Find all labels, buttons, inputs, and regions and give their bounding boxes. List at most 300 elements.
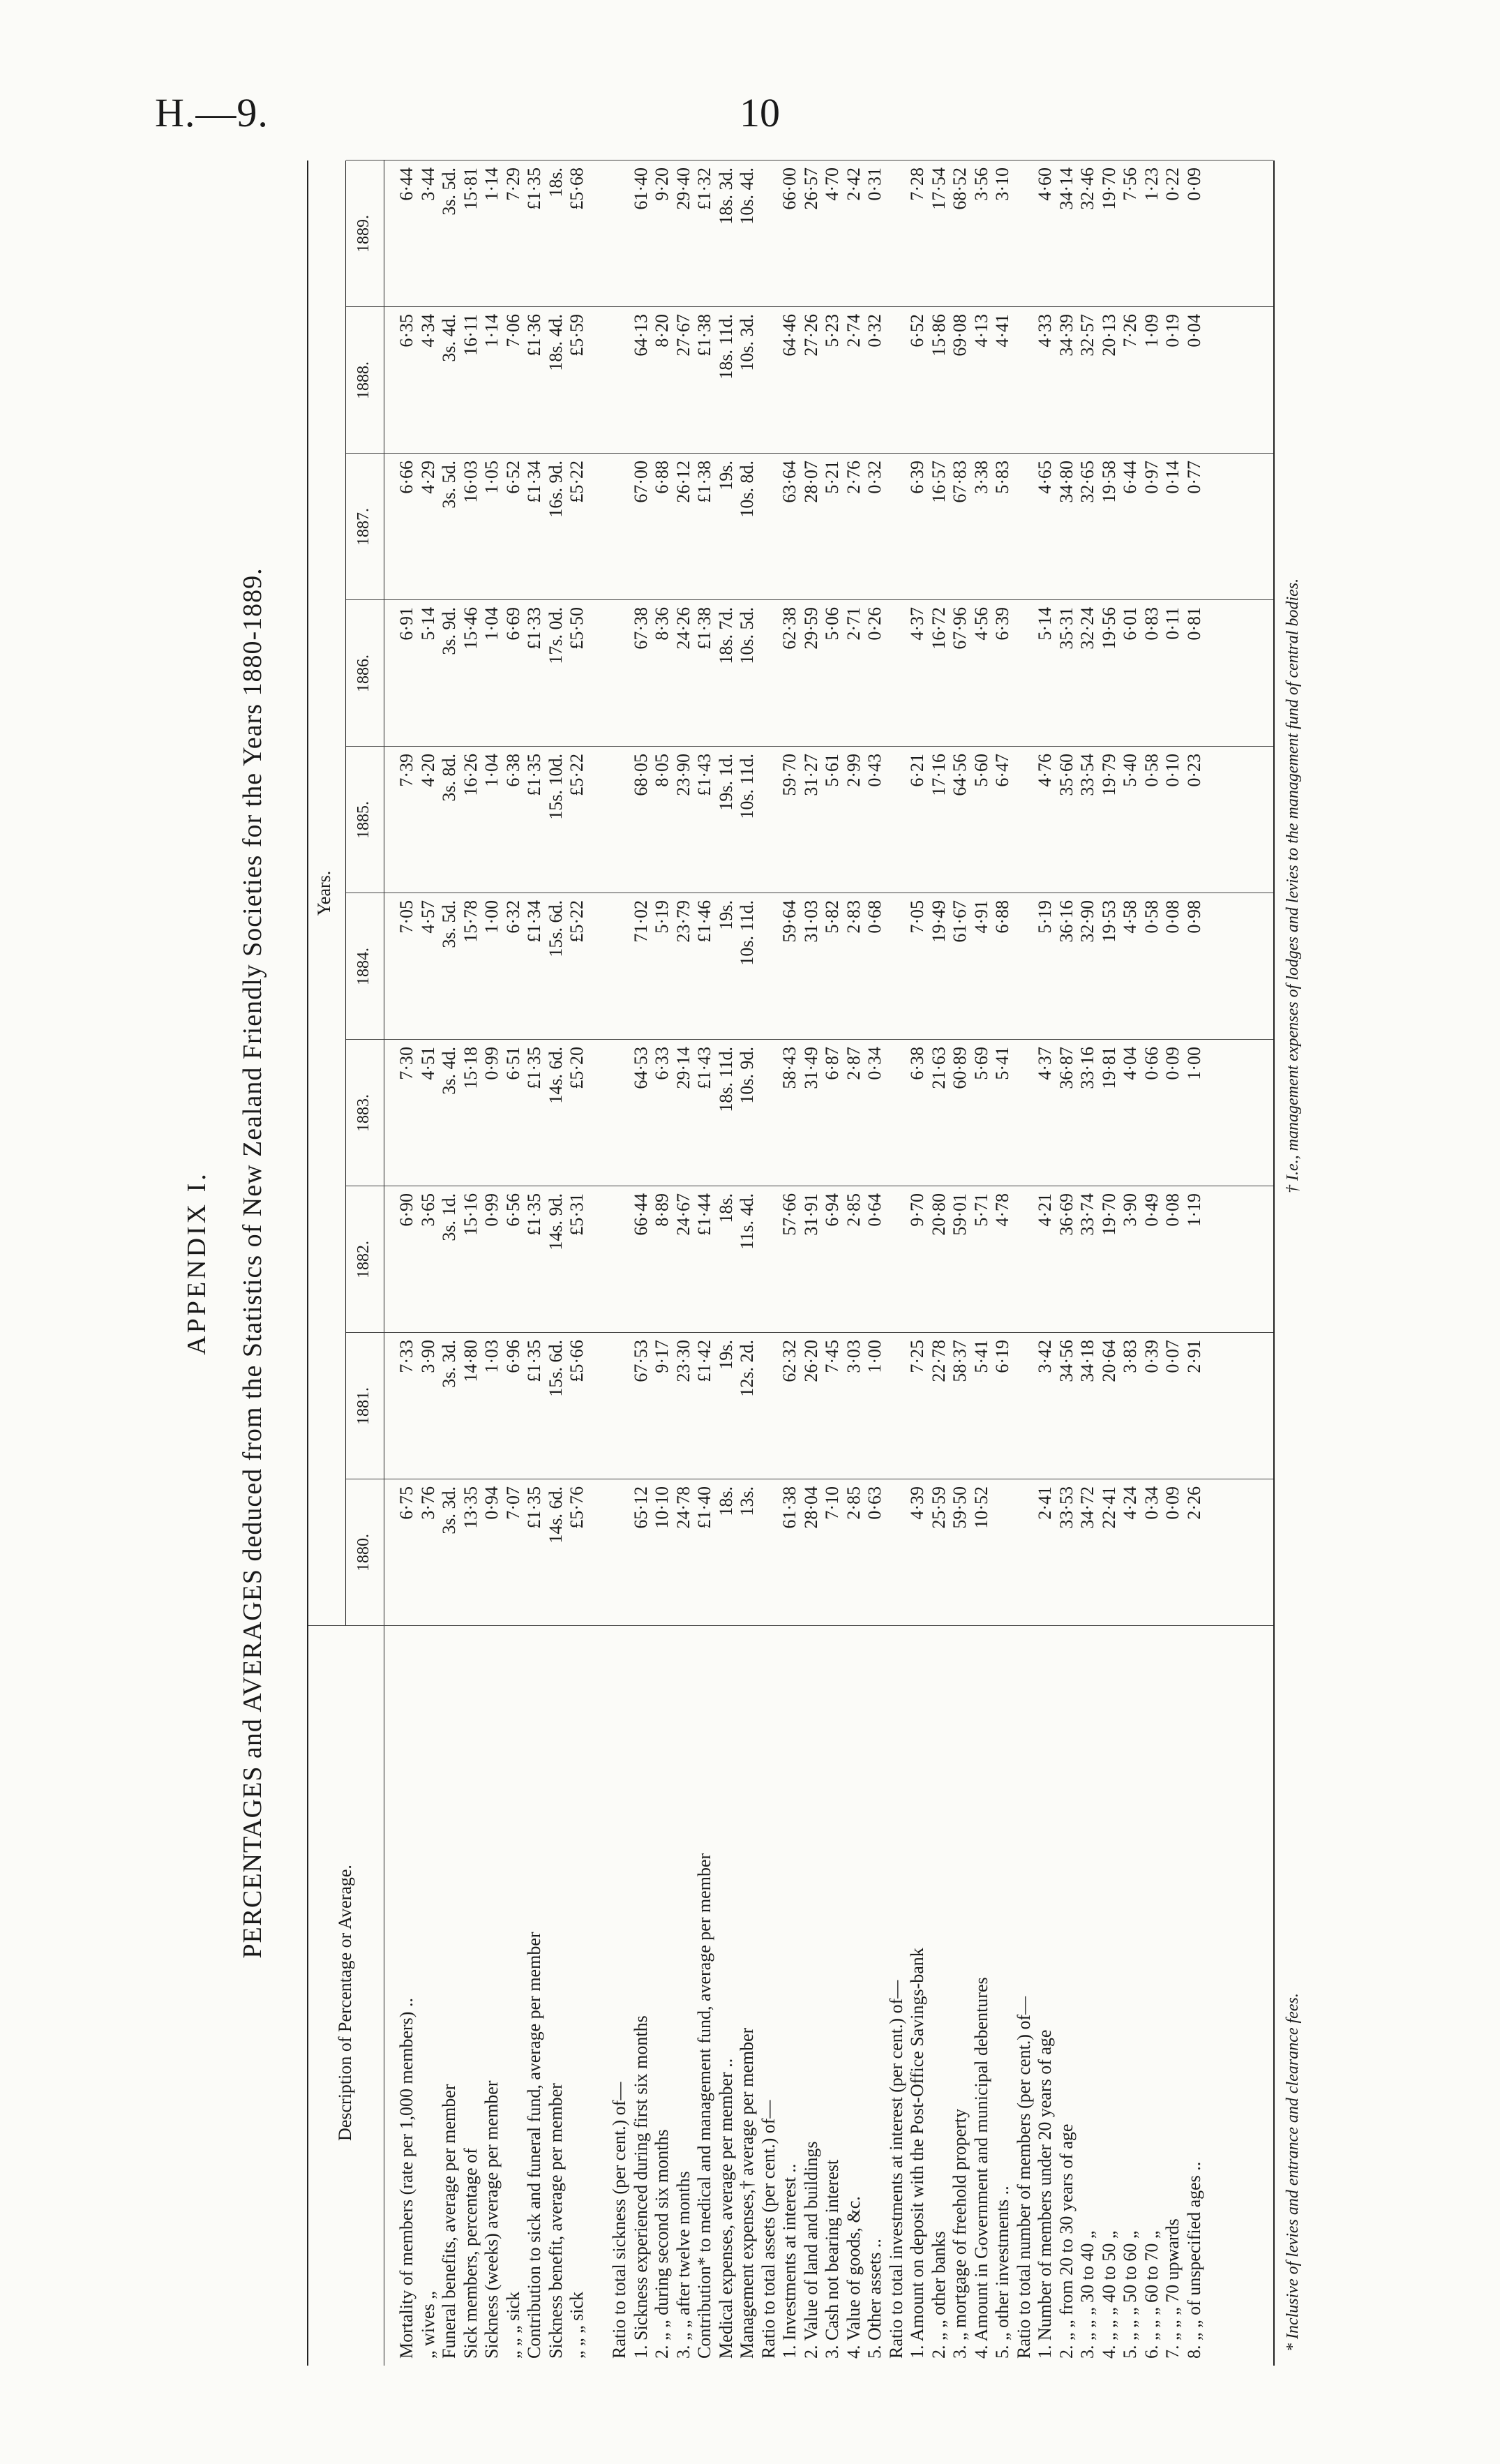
- table-cell: 19·49: [928, 900, 949, 943]
- table-cell: 3·76: [417, 1486, 438, 1520]
- table-cell: 6·38: [502, 754, 523, 787]
- table-cell: 58·43: [779, 1047, 800, 1089]
- table-cell: 0·08: [1162, 1193, 1183, 1227]
- table-cell: 3s. 9d.: [439, 607, 459, 655]
- table-row: [1014, 160, 1034, 2366]
- table-cell: 5·19: [1035, 900, 1055, 934]
- table-cell: 31·03: [800, 900, 821, 943]
- table-cell: £1·43: [694, 1047, 714, 1089]
- table-cell: 20·13: [1098, 314, 1119, 357]
- row-label: Management expenses,† average per member: [737, 2027, 757, 2359]
- table-cell: 3·65: [417, 1193, 438, 1227]
- table-cell: 3s. 3d.: [439, 1340, 459, 1388]
- table-cell: 2·91: [1183, 1340, 1204, 1373]
- table-cell: 2·26: [1183, 1486, 1204, 1520]
- table-cell: 28·07: [800, 461, 821, 503]
- table-cell: 67·83: [950, 461, 970, 503]
- table-subtitle: PERCENTAGES and AVERAGES deduced from the Statistics of New Zealand Friendly Societies for the Years 1880-1889.: [238, 567, 267, 1959]
- table-cell: 15·16: [460, 1193, 481, 1236]
- table-row: [843, 160, 864, 2366]
- table-cell: 2·71: [843, 607, 864, 641]
- table-cell: 8·05: [652, 754, 672, 787]
- table-row: [929, 160, 949, 2366]
- table-cell: 3s. 3d.: [439, 1486, 459, 1535]
- table-cell: 7·45: [822, 1340, 842, 1373]
- table-cell: 0·09: [1162, 1047, 1183, 1080]
- table-cell: 1·04: [481, 607, 502, 641]
- table-cell: 6·39: [992, 607, 1012, 641]
- table-cell: £5·50: [567, 607, 587, 650]
- table-cell: 63·64: [779, 461, 800, 503]
- table-cell: 0·32: [864, 314, 885, 348]
- table-cell: £1·38: [694, 607, 714, 650]
- table-cell: 58·37: [950, 1340, 970, 1382]
- row-label: 7. „ „ „ 70 upwards: [1162, 2218, 1183, 2359]
- row-label: 5. „ other investments ..: [992, 2186, 1012, 2359]
- table-cell: 7·26: [1120, 314, 1140, 348]
- table-cell: 1·14: [481, 314, 502, 348]
- table-cell: £5·22: [567, 900, 587, 943]
- table-cell: 24·67: [673, 1193, 693, 1236]
- table-cell: 6·38: [907, 1047, 927, 1080]
- table-cell: 12s. 2d.: [737, 1340, 757, 1397]
- table-cell: 10s. 4d.: [737, 167, 757, 225]
- table-row: [694, 160, 714, 2366]
- table-cell: 23·30: [673, 1340, 693, 1382]
- table-cell: 61·40: [630, 167, 651, 210]
- table-cell: 3·03: [843, 1340, 864, 1373]
- table-cell: 59·70: [779, 754, 800, 796]
- table-row: [971, 160, 991, 2366]
- table-cell: 61·38: [779, 1486, 800, 1529]
- table-cell: 59·50: [950, 1486, 970, 1529]
- table-cell: 4·24: [1120, 1486, 1140, 1520]
- row-label: 1. Sickness experienced during first six months: [630, 2015, 651, 2359]
- table-cell: 4·37: [907, 607, 927, 641]
- table-cell: 5·61: [822, 754, 842, 787]
- table-cell: 8·20: [652, 314, 672, 348]
- table-cell: 0·64: [864, 1193, 885, 1227]
- table-cell: 1·00: [1183, 1047, 1204, 1080]
- table-cell: 5·40: [1120, 754, 1140, 787]
- table-cell: 14s. 6d.: [545, 1486, 566, 1544]
- row-label: 5. „ „ „ 50 to 60 „: [1120, 2230, 1140, 2359]
- table-cell: 64·13: [630, 314, 651, 357]
- table-cell: 62·32: [779, 1340, 800, 1382]
- table-cell: 66·00: [779, 167, 800, 210]
- table-cell: 10s. 9d.: [737, 1047, 757, 1104]
- table-cell: 33·54: [1077, 754, 1097, 796]
- table-cell: 7·29: [502, 167, 523, 201]
- table-cell: 10s. 11d.: [737, 754, 757, 819]
- appendix-table-sheet: [174, 147, 1333, 2380]
- table-cell: 3·83: [1120, 1340, 1140, 1373]
- table-cell: 8·36: [652, 607, 672, 641]
- table-row: [950, 160, 970, 2366]
- row-label: Sickness benefit, average per member: [545, 2083, 566, 2359]
- table-cell: 67·38: [630, 607, 651, 650]
- table-cell: 71·02: [630, 900, 651, 943]
- table-cell: 31·91: [800, 1193, 821, 1236]
- row-label: „ wives „: [417, 2291, 438, 2359]
- table-cell: 15·46: [460, 607, 481, 650]
- table-cell: 3s. 1d.: [439, 1193, 459, 1241]
- table-cell: 18s. 7d.: [715, 607, 736, 664]
- table-cell: 0·68: [864, 900, 885, 934]
- table-cell: 31·49: [800, 1047, 821, 1089]
- row-label: Sick members, percentage of: [460, 2148, 481, 2359]
- table-cell: 19s.: [715, 1340, 736, 1370]
- row-label: 3. Cash not bearing interest: [822, 2159, 842, 2359]
- table-cell: £1·38: [694, 461, 714, 503]
- table-cell: 19s. 1d.: [715, 754, 736, 811]
- table-cell: 6·56: [502, 1193, 523, 1227]
- table-cell: 6·87: [822, 1047, 842, 1080]
- table-cell: 10s. 5d.: [737, 607, 757, 664]
- table-cell: 4·60: [1035, 167, 1055, 201]
- table-cell: 32·65: [1077, 461, 1097, 503]
- table-cell: 5·06: [822, 607, 842, 641]
- row-label: Mortality of members (rate per 1,000 members) ..: [396, 1998, 417, 2359]
- table-cell: 20·64: [1098, 1340, 1119, 1382]
- table-cell: 0·98: [1183, 900, 1204, 934]
- table-cell: 22·78: [928, 1340, 949, 1382]
- table-cell: 32·90: [1077, 900, 1097, 943]
- table-cell: 23·79: [673, 900, 693, 943]
- row-label: Sickness (weeks) average per member: [481, 2080, 502, 2359]
- table-cell: 18s. 11d.: [715, 314, 736, 380]
- table-cell: 24·78: [673, 1486, 693, 1529]
- row-label: 3. „ mortgage of freehold property: [950, 2108, 970, 2359]
- table-cell: 19·70: [1098, 1193, 1119, 1236]
- table-cell: 19s.: [715, 461, 736, 491]
- table-cell: 34·18: [1077, 1340, 1097, 1382]
- table-cell: 4·41: [992, 314, 1012, 348]
- table-cell: 0·94: [481, 1486, 502, 1520]
- table-cell: 5·69: [970, 1047, 991, 1080]
- table-cell: 6·52: [907, 314, 927, 348]
- table-cell: 8·89: [652, 1193, 672, 1227]
- table-cell: 3·90: [1120, 1193, 1140, 1227]
- table-cell: 4·20: [417, 754, 438, 787]
- table-row: [652, 160, 672, 2366]
- table-cell: 3·90: [417, 1340, 438, 1373]
- table-row: [609, 160, 629, 2366]
- table-cell: 7·30: [396, 1047, 417, 1080]
- table-cell: 1·19: [1183, 1193, 1204, 1227]
- table-cell: 2·74: [843, 314, 864, 348]
- table-row: [1099, 160, 1119, 2366]
- table-row: [1162, 160, 1183, 2366]
- table-cell: £5·59: [567, 314, 587, 357]
- table-cell: 4·39: [907, 1486, 927, 1520]
- table-cell: 4·34: [417, 314, 438, 348]
- table-cell: 2·83: [843, 900, 864, 934]
- table-cell: 6·88: [992, 900, 1012, 934]
- table-cell: 16·26: [460, 754, 481, 796]
- table-cell: 3s. 4d.: [439, 1047, 459, 1095]
- table-cell: 0·14: [1162, 461, 1183, 494]
- table-cell: 7·25: [907, 1340, 927, 1373]
- table-row: [673, 160, 693, 2366]
- table-cell: 5·41: [992, 1047, 1012, 1080]
- table-row: [1077, 160, 1097, 2366]
- table-cell: 32·46: [1077, 167, 1097, 210]
- table-cell: 19·56: [1098, 607, 1119, 650]
- table-cell: 0·22: [1162, 167, 1183, 201]
- row-label: „ „ „ sick: [502, 2291, 523, 2359]
- table-cell: £1·34: [524, 900, 544, 943]
- table-row: [460, 160, 481, 2366]
- table-row: [737, 160, 757, 2366]
- table-cell: 1·00: [864, 1340, 885, 1373]
- table-cell: £5·20: [567, 1047, 587, 1089]
- top-rule: [307, 160, 308, 2366]
- table-cell: 16s. 9d.: [545, 461, 566, 518]
- table-cell: 6·91: [396, 607, 417, 641]
- year-header: 1884.: [354, 948, 373, 985]
- table-cell: 29·14: [673, 1047, 693, 1089]
- footnote-levies: * Inclusive of levies and entrance and clearance fees.: [1284, 1993, 1302, 2352]
- year-header: 1882.: [354, 1241, 373, 1278]
- table-cell: 32·57: [1077, 314, 1097, 357]
- table-cell: 16·03: [460, 461, 481, 503]
- table-cell: 33·16: [1077, 1047, 1097, 1089]
- table-cell: 26·12: [673, 461, 693, 503]
- row-label: Funeral benefits, average per member: [439, 2084, 459, 2359]
- table-cell: 15s. 10d.: [545, 754, 566, 820]
- table-cell: £5·68: [567, 167, 587, 210]
- table-row: [992, 160, 1012, 2366]
- row-label: Ratio to total assets (per cent.) of—: [758, 2100, 779, 2359]
- table-cell: 4·37: [1035, 1047, 1055, 1080]
- table-cell: 1·23: [1141, 167, 1162, 201]
- table-row: [631, 160, 651, 2366]
- table-cell: 64·46: [779, 314, 800, 357]
- table-cell: 6·75: [396, 1486, 417, 1520]
- table-cell: 4·58: [1120, 900, 1140, 934]
- table-cell: 0·66: [1141, 1047, 1162, 1080]
- table-cell: 0·10: [1162, 754, 1183, 787]
- table-cell: 0·77: [1183, 461, 1204, 494]
- table-cell: 69·08: [950, 314, 970, 357]
- table-cell: 34·14: [1056, 167, 1077, 210]
- table-cell: 6·47: [992, 754, 1012, 787]
- table-cell: 6·51: [502, 1047, 523, 1080]
- table-row: [1184, 160, 1204, 2366]
- table-cell: 3·10: [992, 167, 1012, 201]
- table-cell: 4·33: [1035, 314, 1055, 348]
- table-cell: 18s. 11d.: [715, 1047, 736, 1112]
- row-label: „ „ „ sick: [567, 2291, 587, 2359]
- row-label: Contribution to sick and funeral fund, average per member: [524, 1932, 544, 2359]
- table-cell: 2·42: [843, 167, 864, 201]
- table-cell: 17s. 0d.: [545, 607, 566, 664]
- row-label: 4. Amount in Government and municipal debentures: [970, 1977, 991, 2359]
- table-cell: 0·83: [1141, 607, 1162, 641]
- table-cell: 5·83: [992, 461, 1012, 494]
- table-cell: 18s. 4d.: [545, 314, 566, 371]
- table-cell: 23·90: [673, 754, 693, 796]
- table-cell: 0·34: [864, 1047, 885, 1080]
- table-cell: 64·56: [950, 754, 970, 796]
- table-cell: 5·19: [652, 900, 672, 934]
- table-row: [716, 160, 736, 2366]
- table-cell: 6·21: [907, 754, 927, 787]
- table-cell: £1·35: [524, 754, 544, 796]
- table-row: [801, 160, 821, 2366]
- table-cell: 4·91: [970, 900, 991, 934]
- table-row: [1141, 160, 1162, 2366]
- table-cell: £1·35: [524, 1047, 544, 1089]
- table-cell: 16·11: [460, 314, 481, 356]
- table-cell: 0·09: [1183, 167, 1204, 201]
- table-cell: 24·26: [673, 607, 693, 650]
- footnote-management: † I.e., management expenses of lodges and levies to the management fund of central bodies.: [1284, 578, 1302, 1193]
- table-cell: 6·01: [1120, 607, 1140, 641]
- table-cell: 5·21: [822, 461, 842, 494]
- table-row: [886, 160, 906, 2366]
- table-cell: £1·42: [694, 1340, 714, 1382]
- table-cell: 68·05: [630, 754, 651, 796]
- table-cell: 2·99: [843, 754, 864, 787]
- row-label: 3. „ „ after twelve months: [673, 2171, 693, 2359]
- table-cell: 60·89: [950, 1047, 970, 1089]
- table-cell: 0·08: [1162, 900, 1183, 934]
- table-cell: 13·35: [460, 1486, 481, 1529]
- table-row: [907, 160, 927, 2366]
- table-cell: 19·81: [1098, 1047, 1119, 1089]
- table-cell: 6·52: [502, 461, 523, 494]
- row-label: 1. Amount on deposit with the Post-Office Savings-bank: [907, 1948, 927, 2359]
- table-cell: 5·41: [970, 1340, 991, 1373]
- table-cell: 36·69: [1056, 1193, 1077, 1236]
- table-cell: 6·94: [822, 1193, 842, 1227]
- table-cell: 61·67: [950, 900, 970, 943]
- table-cell: 2·85: [843, 1486, 864, 1520]
- table-cell: 0·09: [1162, 1486, 1183, 1520]
- table-cell: £1·35: [524, 1193, 544, 1236]
- table-cell: 0·97: [1141, 461, 1162, 494]
- table-row: [503, 160, 523, 2366]
- table-cell: 29·40: [673, 167, 693, 210]
- table-cell: 2·85: [843, 1193, 864, 1227]
- table-cell: 0·39: [1141, 1340, 1162, 1373]
- table-cell: 32·24: [1077, 607, 1097, 650]
- table-cell: 1·14: [481, 167, 502, 201]
- row-label: 6. „ „ „ 60 to 70 „: [1141, 2230, 1162, 2359]
- table-cell: 36·16: [1056, 900, 1077, 943]
- year-header: 1885.: [354, 801, 373, 839]
- table-cell: 6·66: [396, 461, 417, 494]
- row-label: Ratio to total sickness (per cent.) of—: [609, 2082, 629, 2359]
- row-label: Contribution* to medical and management fund, average per member: [694, 1853, 714, 2359]
- table-cell: 3s. 5d.: [439, 900, 459, 948]
- table-cell: 3s. 5d.: [439, 461, 459, 509]
- table-cell: 14s. 6d.: [545, 1047, 566, 1104]
- table-cell: 34·39: [1056, 314, 1077, 357]
- table-cell: 22·41: [1098, 1486, 1119, 1529]
- table-cell: 0·63: [864, 1486, 885, 1520]
- table-cell: 7·05: [907, 900, 927, 934]
- row-label: 4. „ „ „ 40 to 50 „: [1098, 2230, 1119, 2359]
- table-cell: 14·80: [460, 1340, 481, 1382]
- table-cell: 1·09: [1141, 314, 1162, 348]
- table-cell: 25·59: [928, 1486, 949, 1529]
- table-cell: 10s. 3d.: [737, 314, 757, 371]
- table-cell: 5·82: [822, 900, 842, 934]
- table-cell: 7·28: [907, 167, 927, 201]
- table-cell: 65·12: [630, 1486, 651, 1529]
- table-cell: 1·00: [481, 900, 502, 934]
- row-label: 2. „ „ other banks: [928, 2231, 949, 2359]
- table-cell: 3s. 8d.: [439, 754, 459, 802]
- table-cell: 35·60: [1056, 754, 1077, 796]
- table-cell: 14s. 9d.: [545, 1193, 566, 1250]
- table-cell: 7·33: [396, 1340, 417, 1373]
- table-cell: £1·44: [694, 1193, 714, 1236]
- table-row: [418, 160, 438, 2366]
- description-column-header: Description of Percentage or Average.: [335, 1865, 355, 2141]
- table-cell: 1·05: [481, 461, 502, 494]
- table-cell: 17·54: [928, 167, 949, 210]
- table-cell: 36·87: [1056, 1047, 1077, 1089]
- table-cell: 6·32: [502, 900, 523, 934]
- table-cell: 26·20: [800, 1340, 821, 1382]
- table-row: [1120, 160, 1140, 2366]
- year-header: 1887.: [354, 508, 373, 546]
- table-cell: 59·64: [779, 900, 800, 943]
- row-label: 1. Investments at interest ..: [779, 2163, 800, 2359]
- bottom-rule: [1273, 160, 1275, 2366]
- row-label: 4. Value of goods, &c.: [843, 2196, 864, 2359]
- table-cell: 0·34: [1141, 1486, 1162, 1520]
- year-header: 1883.: [354, 1094, 373, 1132]
- table-cell: 33·53: [1056, 1486, 1077, 1529]
- table-cell: 4·70: [822, 167, 842, 201]
- table-cell: 2·87: [843, 1047, 864, 1080]
- table-cell: £1·46: [694, 900, 714, 943]
- table-cell: 10·10: [652, 1486, 672, 1529]
- table-cell: 0·49: [1141, 1193, 1162, 1227]
- table-cell: 2·76: [843, 461, 864, 494]
- table-cell: 3·42: [1035, 1340, 1055, 1373]
- table-cell: 4·21: [1035, 1193, 1055, 1227]
- table-cell: 15·78: [460, 900, 481, 943]
- table-cell: 7·07: [502, 1486, 523, 1520]
- table-cell: 0·23: [1183, 754, 1204, 787]
- year-header: 1881.: [354, 1387, 373, 1425]
- table-cell: 9·70: [907, 1193, 927, 1227]
- table-cell: 4·78: [992, 1193, 1012, 1227]
- table-row: [396, 160, 417, 2366]
- row-label: 8. „ „ of unspecified ages ..: [1183, 2161, 1204, 2359]
- table-cell: £5·22: [567, 754, 587, 796]
- year-header: 1888.: [354, 361, 373, 399]
- row-label: 5. Other assets ..: [864, 2239, 885, 2359]
- table-cell: 19·79: [1098, 754, 1119, 796]
- table-cell: 3·38: [970, 461, 991, 494]
- table-cell: £1·38: [694, 314, 714, 357]
- row-label: 3. „ „ „ 30 to 40 „: [1077, 2230, 1097, 2359]
- table-cell: 9·17: [652, 1340, 672, 1373]
- table-cell: 68·52: [950, 167, 970, 210]
- table-row: [567, 160, 587, 2366]
- table-cell: 6·19: [992, 1340, 1012, 1373]
- table-cell: 10s. 8d.: [737, 461, 757, 518]
- table-cell: 16·72: [928, 607, 949, 650]
- table-cell: £1·32: [694, 167, 714, 210]
